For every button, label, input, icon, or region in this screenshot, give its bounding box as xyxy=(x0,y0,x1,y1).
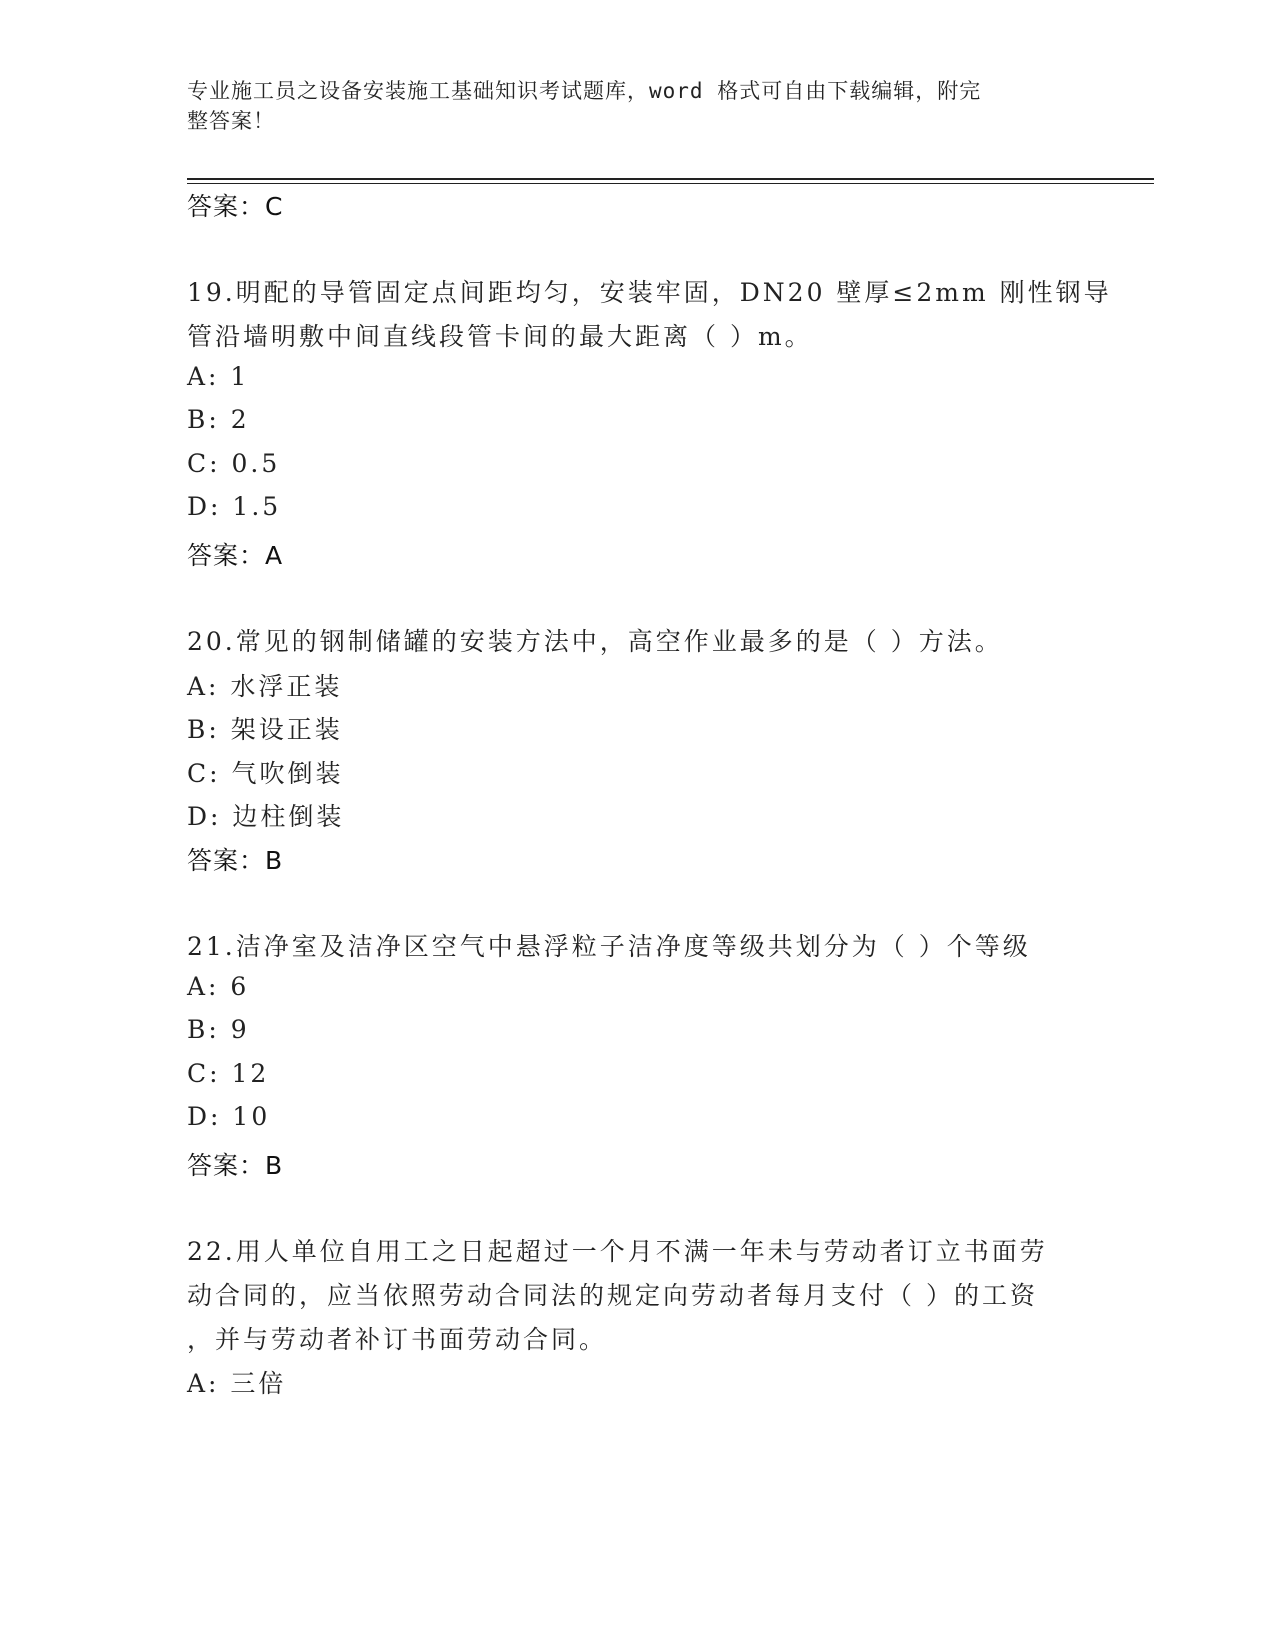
question-19-line-1: 19.明配的导管固定点间距均匀，安装牢固，DN20 壁厚≤2mm 刚性钢导 xyxy=(187,278,1112,307)
answer-18: 答案：C xyxy=(187,192,284,221)
question-21-option-b: B: 9 xyxy=(187,1015,250,1044)
question-21-line-1: 21.洁净室及洁净区空气中悬浮粒子洁净度等级共划分为（ ）个等级 xyxy=(187,932,1031,961)
question-19-line-2: 管沿墙明敷中间直线段管卡间的最大距离（ ）m。 xyxy=(187,322,813,351)
question-21-option-c: C: 12 xyxy=(187,1059,270,1088)
question-21-option-d: D: 10 xyxy=(187,1102,271,1131)
header-divider-thin xyxy=(187,183,1154,184)
question-19-option-c: C: 0.5 xyxy=(187,449,281,478)
header-line-2: 整答案！ xyxy=(187,109,275,133)
question-20-option-a: A: 水浮正装 xyxy=(187,672,343,701)
answer-19: 答案：A xyxy=(187,541,284,570)
header-divider-thick xyxy=(187,178,1154,180)
page-header xyxy=(187,76,1067,136)
answer-20: 答案：B xyxy=(187,846,284,875)
answer-21: 答案：B xyxy=(187,1151,284,1180)
question-19-option-d: D: 1.5 xyxy=(187,492,282,521)
header-line-1: 专业施工员之设备安装施工基础知识考试题库，word 格式可自由下载编辑，附完 xyxy=(187,79,982,103)
question-19-option-b: B: 2 xyxy=(187,405,250,434)
question-20-option-c: C: 气吹倒装 xyxy=(187,759,344,788)
question-22-line-2: 动合同的，应当依照劳动合同法的规定向劳动者每月支付（ ）的工资 xyxy=(187,1281,1038,1310)
question-22-option-a: A: 三倍 xyxy=(187,1369,287,1398)
question-20-option-d: D: 边柱倒装 xyxy=(187,802,345,831)
question-19-option-a: A: 1 xyxy=(187,362,250,391)
question-20-option-b: B: 架设正装 xyxy=(187,715,343,744)
question-22-line-3: ，并与劳动者补订书面劳动合同。 xyxy=(187,1325,608,1354)
question-22-line-1: 22.用人单位自用工之日起超过一个月不满一年未与劳动者订立书面劳 xyxy=(187,1237,1048,1266)
question-20-line-1: 20.常见的钢制储罐的安装方法中，高空作业最多的是（ ）方法。 xyxy=(187,627,1003,656)
question-21-option-a: A: 6 xyxy=(187,972,250,1001)
